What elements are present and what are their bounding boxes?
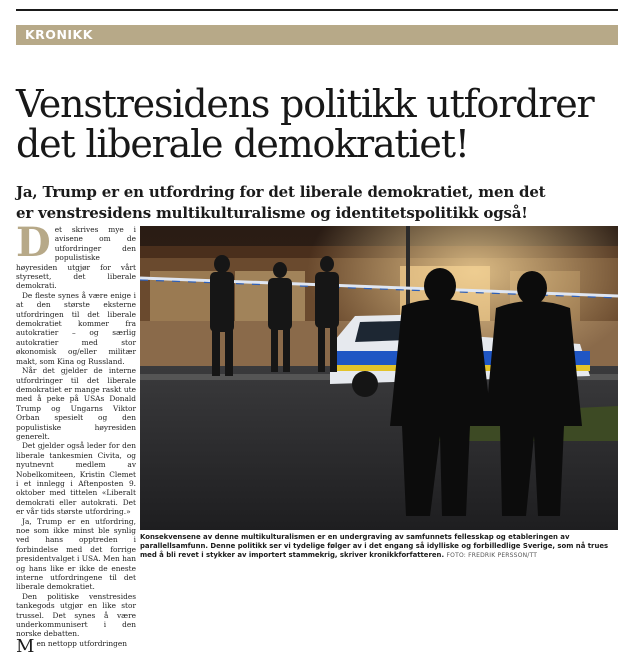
body-paragraph-2: De fleste synes å være enige i at den største eksterne utfordringen til det liberale demokratiet kommer fra autokratier – og særlig autokratier med stor økonomisk og/eller militær makt, som Kina og Russland.	[16, 290, 136, 366]
body-paragraph-5: Ja, Trump er en utfordring, noe som ikke minst ble synlig ved hans opptreden i forbindelse med det forrige presidentvalget i USA. Men han og hans like er ikke de eneste interne utfordringene til det liberale demokratiet.	[16, 516, 137, 592]
photo-credit: FOTO: FREDRIK PERSSON/TT	[446, 552, 538, 559]
section-label: KRONIKK	[16, 25, 618, 45]
standfirst-line-2: er venstresidens multikulturalisme og identitetspolitikk også!	[16, 204, 528, 222]
top-rule	[16, 9, 618, 11]
headline-line-1: Venstresidens politikk utfordrer	[16, 82, 594, 126]
standfirst-line-1: Ja, Trump er en utfordring for det liberale demokratiet, men det	[16, 183, 546, 201]
body-paragraph-7: Men nettopp utfordringen	[16, 635, 127, 657]
police-scene-photo	[140, 226, 618, 530]
photo-caption	[140, 533, 620, 560]
body-paragraph-3: Når det gjelder de interne utfordringer til det liberale demokratiet er mange raskt ute med å peke på USAs Donald Trump og Ungarns Viktor Orban spesielt og den populistiske høyresiden generelt.	[16, 366, 136, 441]
article-body	[16, 219, 137, 657]
body-paragraph-4: Det gjelder også leder for den liberale tankesmien Civita, og nyutnevnt medlem av Nobelkomiteen, Kristin Clemet i et innlegg i Aftenposten 9. oktober med tittelen «Liberalt demokrati eller autokrati. Det er vår tids største utfordring.»	[16, 441, 136, 517]
drop-cap: D	[16, 219, 51, 266]
caption-text: Konsekvensene av denne multikulturalismen er en undergraving av samfunnets fellesskap og etableringen av parallellsamfunn. Denne politikk ser vi tydelige følger av i det engang så idylliske og forbilledlige Sverige, som nå trues med å bli revet i stykker av importert stammekrig, skriver kronikkforfatteren.	[140, 533, 609, 559]
standfirst	[16, 182, 626, 224]
headline-line-2: det liberale demokratiet!	[16, 122, 469, 166]
drop-cap-2: M	[16, 635, 35, 657]
headline	[16, 84, 626, 164]
body-paragraph-1: Det skrives mye i avisene om de utfordringer den populistiske høyresiden utgjør for vårt styresett, det liberale demokrati.	[16, 219, 136, 291]
body-paragraph-6: Den politiske venstresides tankegods utgjør en like stor trussel. Det synes å være underkommunisert i den norske debatten.	[16, 591, 136, 639]
